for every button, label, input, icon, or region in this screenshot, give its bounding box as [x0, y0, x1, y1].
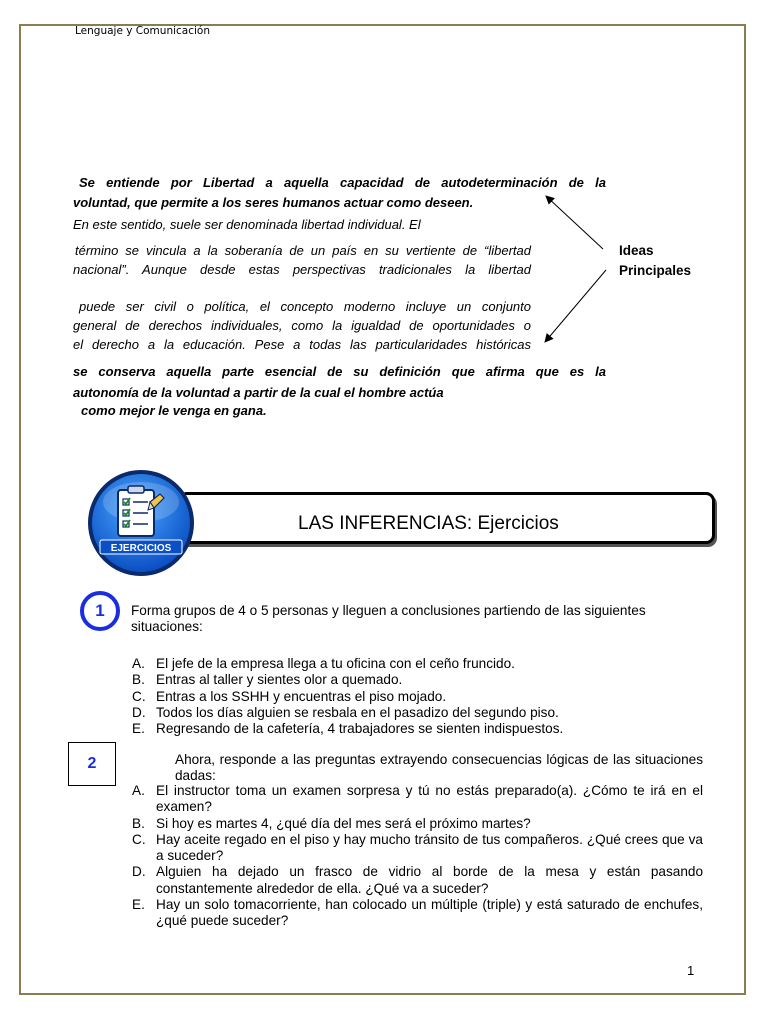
- item-letter: C.: [132, 688, 146, 704]
- intro-line-4: término se vincula a la soberanía de un país en su vertiente de “libertad: [75, 243, 531, 258]
- intro-line-2: voluntad, que permite a los seres humanos actuar como deseen.: [73, 195, 474, 210]
- item-letter: A.: [132, 783, 145, 798]
- item-letter: E.: [132, 897, 145, 913]
- item-text: El instructor toma un examen sorpresa y tú no estás preparado(a). ¿Cómo te irá en el examen?: [156, 783, 703, 815]
- intro-line-6: puede ser civil o política, el concepto moderno incluye un conjunto: [79, 299, 531, 314]
- intro-line-5: nacional”. Aunque desde estas perspectivas tradicionales la libertad: [73, 262, 531, 277]
- list-item: [132, 721, 672, 737]
- ideas-label-line2: Principales: [619, 263, 692, 278]
- list-item: [132, 705, 672, 721]
- item-text: Hay un solo tomacorriente, han colocado un múltiple (triple) y está saturado de enchufes, ¿qué puede suceder?: [156, 897, 703, 929]
- arrow-lower: [545, 270, 606, 342]
- list-item: [132, 656, 672, 672]
- item-text: Alguien ha dejado un frasco de vidrio al borde de la mesa y están pasando constantemente alrededor de ella. ¿Qué va a suceder?: [156, 864, 703, 896]
- arrow-upper: [546, 196, 603, 249]
- item-letter: B.: [132, 815, 145, 831]
- exercise-2-list: [132, 783, 703, 930]
- exercise-1-number: 1: [80, 591, 120, 631]
- intro-line-11: como mejor le venga en gana.: [81, 403, 267, 418]
- item-letter: C.: [132, 831, 146, 847]
- item-text: Todos los días alguien se resbala en el pasadizo del segundo piso.: [156, 704, 559, 720]
- intro-line-10: autonomía de la voluntad a partir de la cual el hombre actúa: [73, 385, 444, 400]
- page-number: 1: [687, 963, 695, 978]
- intro-line-3: En este sentido, suele ser denominada libertad individual. El: [73, 217, 421, 232]
- exercises-badge-icon: [86, 468, 196, 578]
- item-letter: D.: [132, 704, 146, 720]
- list-item: [132, 816, 703, 832]
- intro-line-7: general de derechos individuales, como la igualdad de oportunidades o: [73, 318, 531, 333]
- ideas-principales-label: [619, 241, 691, 281]
- list-item: [132, 864, 703, 897]
- exercise-1-list: [132, 656, 672, 737]
- exercise-2-number: 2: [68, 742, 116, 786]
- item-text: Entras a los SSHH y encuentras el piso mojado.: [156, 688, 447, 704]
- intro-line-1: Se entiende por Libertad a aquella capacidad de autodeterminación de la: [79, 175, 606, 190]
- document-header: Lenguaje y Comunicación: [75, 25, 210, 37]
- item-letter: A.: [132, 656, 145, 671]
- item-letter: D.: [132, 864, 146, 880]
- exercise-1-prompt: Forma grupos de 4 o 5 personas y lleguen a conclusiones partiendo de las siguientes situaciones:: [131, 603, 646, 634]
- intro-line-9: se conserva aquella parte esencial de su definición que afirma que es la: [73, 364, 606, 379]
- exercise-2-prompt: Ahora, responde a las preguntas extrayendo consecuencias lógicas de las situaciones dadas:: [175, 752, 703, 783]
- list-item: [132, 672, 672, 688]
- list-item: [132, 897, 703, 930]
- intro-line-8: el derecho a la educación. Pese a todas las particularidades históricas: [73, 337, 531, 352]
- item-text: Hay aceite regado en el piso y hay mucho tránsito de tus compañeros. ¿Qué crees que va a suceder?: [156, 831, 703, 864]
- item-letter: B.: [132, 672, 145, 688]
- item-text: Regresando de la cafetería, 4 trabajadores se sienten indispuestos.: [156, 721, 564, 737]
- item-letter: E.: [132, 721, 145, 737]
- badge-label: EJERCICIOS: [110, 543, 172, 554]
- section-title: LAS INFERENCIAS: Ejercicios: [298, 513, 559, 534]
- item-text: Entras al taller y sientes olor a quemado.: [156, 672, 403, 688]
- item-text: El jefe de la empresa llega a tu oficina con el ceño fruncido.: [156, 656, 515, 671]
- exercises-badge: [86, 468, 196, 578]
- list-item: [132, 832, 703, 865]
- list-item: [132, 689, 672, 705]
- ideas-label-line1: Ideas: [619, 243, 654, 258]
- item-text: Si hoy es martes 4, ¿qué día del mes será el próximo martes?: [156, 815, 531, 831]
- list-item: [132, 783, 703, 816]
